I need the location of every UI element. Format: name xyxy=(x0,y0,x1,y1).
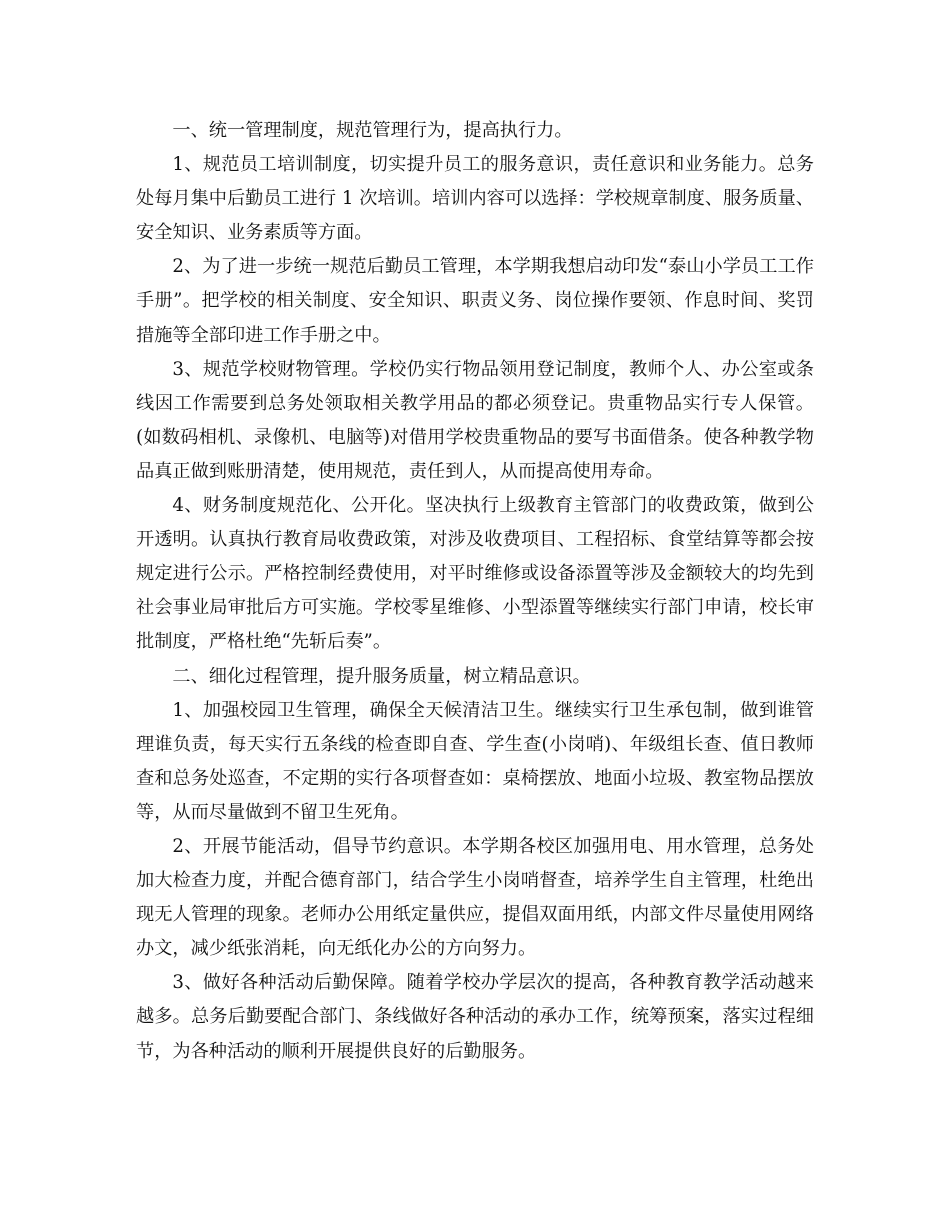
paragraph-1-3: 3、规范学校财物管理。学校仍实行物品领用登记制度，教师个人、办公室或条线因工作需要到总务处领取相关教学用品的都必须登记。贵重物品实行专人保管。(如数码相机、录像机、电脑等)对借用学校贵重物品的要写书面借条。使各种教学物品真正做到账册清楚，使用规范，责任到人，从而提高使用寿命。 xyxy=(136,358,814,482)
paragraph-1-4: 4、财务制度规范化、公开化。坚决执行上级教育主管部门的收费政策，做到公开透明。认真执行教育局收费政策，对涉及收费项目、工程招标、食堂结算等都会按规定进行公示。严格控制经费使用，对平时维修或设备添置等涉及金额较大的均先到社会事业局审批后方可实施。学校零星维修、小型添置等继续实行部门申请，校长审批制度，严格杜绝“先斩后奏”。 xyxy=(136,495,814,653)
paragraph-2-3: 3、做好各种活动后勤保障。随着学校办学层次的提高，各种教育教学活动越来越多。总务后勤要配合部门、条线做好各种活动的承办工作，统筹预案，落实过程细节，为各种活动的顺利开展提供良好的后勤服务。 xyxy=(136,972,814,1062)
paragraph-2-1: 1、加强校园卫生管理，确保全天候清洁卫生。继续实行卫生承包制，做到谁管理谁负责，每天实行五条线的检查即自查、学生查(小岗哨)、年级组长查、值日教师查和总务处巡查，不定期的实行各项督查如：桌椅摆放、地面小垃圾、教室物品摆放等，从而尽量做到不留卫生死角。 xyxy=(136,699,814,823)
paragraph-1-2: 2、为了进一步统一规范后勤员工管理，本学期我想启动印发“泰山小学员工工作手册”。把学校的相关制度、安全知识、职责义务、岗位操作要领、作息时间、奖罚措施等全部印进工作手册之中。 xyxy=(136,256,814,346)
paragraph-2-2: 2、开展节能活动，倡导节约意识。本学期各校区加强用电、用水管理，总务处加大检查力度，并配合德育部门，结合学生小岗哨督查，培养学生自主管理，杜绝出现无人管理的现象。老师办公用纸定量供应，提倡双面用纸，内部文件尽量使用网络办文，减少纸张消耗，向无纸化办公的方向努力。 xyxy=(136,835,814,960)
section-heading-1: 一、统一管理制度，规范管理行为，提高执行力。 xyxy=(172,120,573,141)
paragraph-1-1: 1、规范员工培训制度，切实提升员工的服务意识，责任意识和业务能力。总务处每月集中后勤员工进行 1 次培训。培训内容可以选择：学校规章制度、服务质量、安全知识、业务素质等方面。 xyxy=(136,154,814,244)
section-heading-2: 二、细化过程管理，提升服务质量，树立精品意识。 xyxy=(172,665,591,687)
